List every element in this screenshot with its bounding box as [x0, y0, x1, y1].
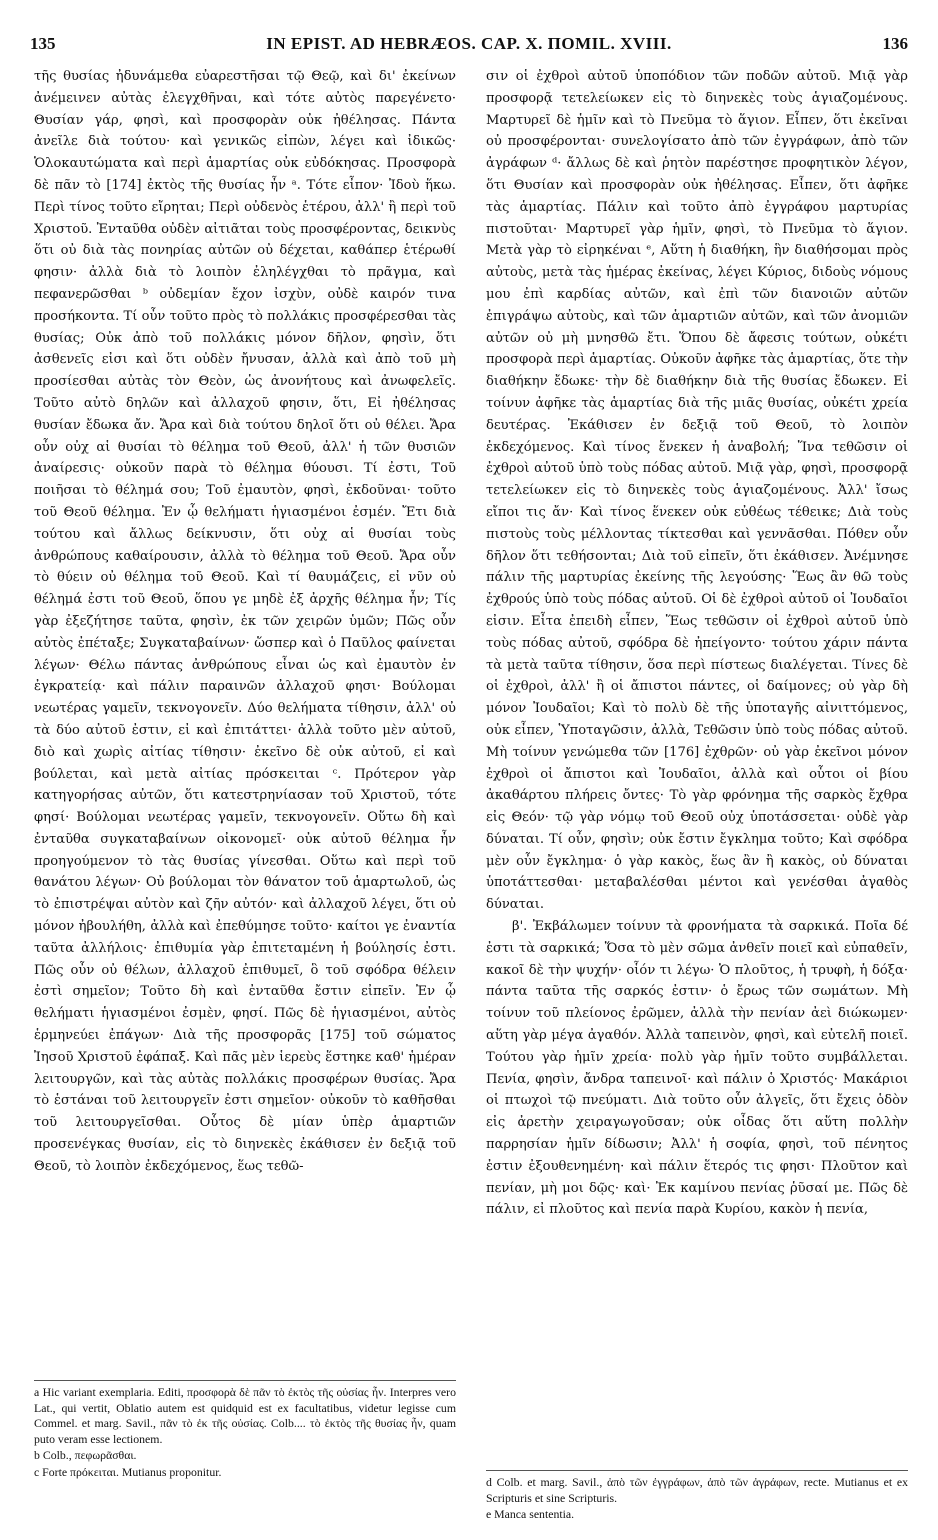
footnote-e: e Manca sententia.: [486, 1507, 575, 1522]
footnotes-right: [486, 1470, 908, 1524]
right-column: [486, 66, 908, 1221]
right-paragraph-section-2: β'. Ἐκβάλωμεν τοίνυν τὰ φρονήματα τὰ σαρκικά. Ποῖα δέ ἐστι τὰ σαρκικά; Ὅσα τὸ μὲν σῶμα ἀνθεῖν ποιεῖ καὶ εὐπαθεῖν, κακοῖ δὲ τὴν ψυχήν· οἷόν τι λέγω· Ὁ πλοῦτος, ἡ τρυφὴ, ἡ δόξα· πάντα ταῦτα τῆς σαρκός ἐστιν· ὁ ἔρως τῶν σωμάτων. Μὴ τοίνυν τοῦ πλείονος ἐρῶμεν, ἀλλὰ τὴν πενίαν ἀεὶ διώκωμεν· αὕτη γὰρ μέγα ἀγαθόν. Ἀλλὰ ταπεινὸν, φησὶ, καὶ εὐτελῆ ποιεῖ. Τούτου γὰρ ἡμῖν χρεία· πολὺ γὰρ ἡμῖν τοῦτο συμβάλλεται. Πενία, φησὶν, ἄνδρα ταπεινοῖ· καὶ πάλιν ὁ Χριστός· Μακάριοι οἱ πτωχοὶ τῷ πνεύματι. Διὰ τοῦτο οὖν ἀλγεῖς, ὅτι ἔχεις ὁδὸν εἰς ἀρετὴν χειραγωγοῦσαν; οὐκ οἶδας ὅτι αὕτη πολλὴν παρρησίαν ἡμῖν δίδωσιν; Ἀλλ' ἡ σοφία, φησὶ, τοῦ πένητος ἐστιν ἐξουθενημένη· καὶ πάλιν ἕτερός τις φησι· Πλοῦτον καὶ πενίαν, μὴ μοι δῷς· καὶ· Ἐκ καμίνου πενίας ῥῦσαί με. Πῶς δὲ πάλιν, εἰ πλοῦτος καὶ πενία παρὰ Κυρίου, κακὸν ἡ πενία,: [486, 919, 908, 1218]
page-number-right: 136: [882, 34, 908, 53]
footnote-c: c Forte πρόκειται. Mutianus proponitur.: [34, 1464, 222, 1479]
page-number-left: 135: [30, 34, 56, 53]
footnote-b: b Colb., πεφωρᾶσθαι.: [34, 1448, 137, 1463]
left-column: [34, 66, 456, 1178]
footnote-d: d Colb. et marg. Savil., ἀπὸ τῶν ἐγγράφων, ἀπὸ τῶν ἀγράφων, recte. Mutianus et ex Scripturis et sine Scripturis.: [486, 1475, 908, 1505]
left-paragraph: τῆς θυσίας ἠδυνάμεθα εὐαρεστῆσαι τῷ Θεῷ, καὶ δι' ἐκείνων ἀνέμεινεν αὐτὰς ἐλεγχθῆναι, καὶ τότε αὐτὸς παρεγένετο· Θυσίαν γάρ, φησὶ, καὶ προσφορὰν οὐκ ἠθέλησας. Πάντα ἀνεῖλε διὰ τούτου· καὶ γενικῶς εἰπὼν, λέγει καὶ ἰδικῶς· Ὁλοκαυτώματα καὶ περὶ ἁμαρτίας οὐκ εὐδόκησας. Προσφορὰ δὲ πᾶν τὸ [174] ἐκτὸς τῆς θυσίας ἦν ᵃ. Τότε εἶπον· Ἰδοὺ ἥκω. Περὶ τίνος τοῦτο εἴρηται; Περὶ οὐδενὸς ἑτέρου, ἀλλ' ἢ περὶ τοῦ Χριστοῦ. Ἐνταῦθα οὐδὲν αἰτιᾶται τοὺς προσφέροντας, δεικνὺς ὅτι οὐ διὰ τὰς πονηρίας αὐτῶν οὐ δέχεται, καθάπερ ἑτέρωθί φησιν· ἀλλὰ διὰ τὸ λοιπὸν ἐληλέγχθαι τὸ πρᾶγμα, καὶ πεφανερῶσθαι ᵇ οὐδεμίαν ἔχον ἰσχὺν, οὐδὲ καιρόν τινα προσήκοντα. Τί οὖν τοῦτο πρὸς τὸ πολλάκις προσφέρεσθαι τὰς θυσίας; Οὐκ ἀπὸ τοῦ πολλάκις μόνον δῆλον, φησὶν, ὅτι ἀσθενεῖς εἰσι καὶ ὅτι οὐδὲν ἤνυσαν, ἀλλὰ καὶ ἀπὸ τοῦ μὴ προσίεσθαι αὐτὰς τὸν Θεὸν, ὡς ἀνονήτους καὶ ἀνωφελεῖς. Τοῦτο αὐτὸ δηλῶν καὶ ἀλλαχοῦ φησιν, ὅτι, Εἰ ἠθέλησας θυσίαν ἔδωκα ἄν. Ἄρα καὶ διὰ τούτου δηλοῖ ὅτι οὐ θέλει. Ἄρα οὖν οὐχ αἱ θυσίαι τὸ θέλημα τοῦ Θεοῦ, ἀλλ' ἡ τῶν θυσιῶν ἀναίρεσις· οὐκοῦν παρὰ τὸ θέλημα θύουσι. Τί ἐστι, Τοῦ ποιῆσαι τὸ θέλημά σου; Τοῦ ἐμαυτὸν, φησὶ, ἐκδοῦναι· τοῦτο τοῦ Θεοῦ θέλημα. Ἐν ᾧ θελήματι ἡγιασμένοι ἐσμέν. Ἔτι διὰ τούτου καὶ ἄλλως δείκνυσιν, ὅτι οὐχ αἱ θυσίαι τοὺς ἀνθρώπους καθαίρουσιν, ἀλλὰ τὸ θέλημα τοῦ Θεοῦ. Ἄρα οὖν τὸ θύειν οὐ θέλημα τοῦ Θεοῦ. Καὶ τί θαυμάζεις, εἰ νῦν οὐ θέλημά ἐστι τοῦ Θεοῦ, ὅπου γε μηδὲ ἐξ ἀρχῆς θέλημα ἦν; Τίς γὰρ ἐξεζήτησε ταῦτα, φησὶν, ἐκ τῶν χειρῶν ὑμῶν; Πῶς οὖν αὐτὸς ἐπέταξε; Συγκαταβαίνων· ὥσπερ καὶ ὁ Παῦλος φαίνεται λέγων· Θέλω πάντας ἀνθρώπους εἶναι ὡς καὶ ἐμαυτὸν ἐν ἐγκρατείᾳ· καὶ πάλιν παραινῶν ἀλλαχοῦ φησι· Βούλομαι νεωτέρας γαμεῖν, τεκνογονεῖν. Δύο θελήματα τίθησιν, ἀλλ' οὐ τὰ δύο αὐτοῦ ἐστιν, εἰ καὶ ἐπιτάττει· ἀλλὰ τοῦτο μὲν αὐτοῦ, διὸ καὶ χωρὶς αἰτίας τίθησιν· ἐκεῖνο δὲ οὐκ αὐτοῦ, εἰ καὶ βούλεται, καὶ μετὰ αἰτίας πρόσκειται ᶜ. Πρότερον γὰρ κατηγορήσας αὐτῶν, ὅτι κατεστρηνίασαν τοῦ Χριστοῦ, τότε φησί· Βούλομαι νεωτέρας γαμεῖν, τεκνογονεῖν. Οὕτω δὴ καὶ ἐνταῦθα συγκαταβαίνων οἰκονομεῖ· οὐκ αὐτοῦ θέλημα ἦν προηγούμενον τὸ τὰς θυσίας γίνεσθαι. Οὕτω καὶ περὶ τοῦ θανάτου λέγων· Οὐ βούλομαι τὸν θάνατον τοῦ ἁμαρτωλοῦ, ὡς τὸ ἐπιστρέψαι αὐτὸν καὶ ζῆν αὐτόν· καὶ ἀλλαχοῦ λέγει, ὅτι οὐ μόνον ἠβουλήθη, ἀλλὰ καὶ ἐπεθύμησε τοῦτο· καίτοι γε ἐναντία ταῦτα ἀλλήλοις· ἐπιθυμία γὰρ ἐπιτεταμένη ἡ βούλησίς ἐστι. Πῶς οὖν οὐ θέλων, ἀλλαχοῦ ἐπιθυμεῖ, ὃ τοῦ σφόδρα θέλειν ἐστὶ σημεῖον; Τοῦτο δὴ καὶ ἐνταῦθα ἔστιν εἰπεῖν. Ἐν ᾧ θελήματι ἡγιασμένοι ἐσμὲν, φησί. Πῶς δὲ ἡγιασμένοι, αὐτὸς ἑρμηνεύει ἐπάγων· Διὰ τῆς προσφορᾶς [175] τοῦ σώματος Ἰησοῦ Χριστοῦ ἐφάπαξ. Καὶ πᾶς μὲν ἱερεὺς ἕστηκε καθ' ἡμέραν λειτουργῶν, καὶ τὰς αὐτὰς πολλάκις προσφέρων θυσίας. Ἄρα τὸ ἑστάναι τοῦ λειτουργεῖν ἐστι σημεῖον· οὐκοῦν τὸ καθῆσθαι τοῦ λειτουργεῖσθαι. Οὗτος δὲ μίαν ὑπὲρ ἁμαρτιῶν προσενέγκας θυσίαν, εἰς τὸ διηνεκὲς ἐκάθισεν ἐν δεξιᾷ τοῦ Θεοῦ, τὸ λοιπὸν ἐκδεχόμενος, ἕως τεθῶ-: [34, 69, 456, 1174]
running-title: IN EPIST. AD HEBRÆOS. CAP. X. ΠΟΜΙL. XVIII.: [266, 34, 672, 53]
footnote-a: a Hic variant exemplaria. Editi, προσφορὰ δὲ πᾶν τὸ ἐκτὸς τῆς οὐσίας ἦν. Interpres vero Lat., qui vertit, Oblatio autem est quidquid est ex facultatibus, videtur legisse cum Commel. et marg. Savil., πᾶν τὸ ἐκ τῆς οὐσίας. Colb.... τὸ ἐκτὸς τῆς θυσίας ἦν, quam puto veram esse lectionem.: [34, 1385, 456, 1446]
right-paragraph: σιν οἱ ἐχθροὶ αὐτοῦ ὑποπόδιον τῶν ποδῶν αὐτοῦ. Μιᾷ γὰρ προσφορᾷ τετελείωκεν εἰς τὸ διηνεκὲς τοὺς ἁγιαζομένους. Μαρτυρεῖ δὲ ἡμῖν καὶ τὸ Πνεῦμα τὸ ἅγιον. Εἶπεν, ὅτι ἐκεῖναι οὐ προσφέρονται· συνελογίσατο ἀπὸ τῶν ἐγγράφων, ἀπὸ τῶν ἀγράφων ᵈ· ἄλλως δὲ καὶ ῥητὸν παρέστησε προφητικὸν λέγον, ὅτι Θυσίαν καὶ προσφορὰν οὐκ ἠθέλησας. Εἶπεν, ὅτι ἀφῆκε τὰς ἁμαρτίας. Πάλιν καὶ τοῦτο ἀπὸ ἐγγράφου μαρτυρίας πιστοῦται· Μαρτυρεῖ γὰρ ἡμῖν, φησὶ, τὸ Πνεῦμα τὸ ἅγιον. Μετὰ γὰρ τὸ εἰρηκέναι ᵉ, Αὕτη ἡ διαθήκη, ἣν διαθήσομαι πρὸς αὐτοὺς, μετὰ τὰς ἡμέρας ἐκείνας, λέγει Κύριος, διδοὺς νόμους μου ἐπὶ καρδίας αὐτῶν, καὶ ἐπὶ τῶν διανοιῶν αὐτῶν ἐπιγράψω αὐτοὺς, καὶ τῶν ἁμαρτιῶν αὐτῶν, καὶ τῶν ἀνομιῶν αὐτῶν οὐ μὴ μνησθῶ ἔτι. Ὅπου δὲ ἄφεσις τούτων, οὐκέτι προσφορὰ περὶ ἁμαρτίας. Οὐκοῦν ἀφῆκε τὰς ἁμαρτίας, ὅτε τὴν διαθήκην ἔδωκε· τὴν δὲ διαθήκην διὰ τῆς θυσίας ἔδωκεν. Εἰ τοίνυν ἀφῆκε τὰς ἁμαρτίας διὰ τῆς μιᾶς θυσίας, οὐκέτι χρεία δευτέρας. Ἐκάθισεν ἐν δεξιᾷ τοῦ Θεοῦ, τὸ λοιπὸν ἐκδεχόμενος. Καὶ τίνος ἕνεκεν ἡ ἀναβολή; Ἵνα τεθῶσιν οἱ ἐχθροὶ αὐτοῦ ὑπὸ τοὺς πόδας αὐτοῦ. Μιᾷ γὰρ, φησὶ, προσφορᾷ τετελείωκεν εἰς τὸ διηνεκὲς τοὺς ἁγιαζομένους. Ἀλλ' ἴσως εἴποι τις ἄν· Καὶ τίνος ἕνεκεν οὐκ εὐθέως τέθεικε; Διὰ τοὺς πιστοὺς τοὺς μέλλοντας τίκτεσθαι καὶ γεννᾶσθαι. Πόθεν οὖν δῆλον ὅτι τεθήσονται; Διὰ τοῦ εἰπεῖν, ὅτι ἐκάθισεν. Ἀνέμνησε πάλιν τῆς μαρτυρίας ἐκείνης τῆς λεγούσης· Ἕως ἂν θῶ τοὺς ἐχθρούς ὑπὸ τοὺς πόδας αὐτοῦ. Οἱ δὲ ἐχθροὶ αὐτοῦ οἱ Ἰουδαῖοι εἰσιν. Εἶτα ἐπειδὴ εἶπεν, Ἕως τεθῶσιν οἱ ἐχθροὶ αὐτοῦ ὑπὸ τοὺς πόδας αὐτοῦ, σφόδρα δὲ ἠπείγοντο· τούτου χάριν πάντα τὰ μετὰ ταῦτα τίθησιν, ὅσα περὶ πίστεως διαλέγεται. Τίνες δὲ οἱ ἐχθροὶ, ἀλλ' ἢ οἱ ἄπιστοι πάντες, οἱ δαίμονες; οὐ γὰρ δὴ μόνον Ἰουδαῖοι; Καὶ τὸ πολὺ δὲ τῆς ὑποταγῆς αἰνιττόμενος, οὐκ εἶπεν, Ὑποταγῶσιν, ἀλλὰ, Τεθῶσιν ὑπὸ τοὺς πόδας αὐτοῦ. Μὴ τοίνυν γενώμεθα τῶν [176] ἐχθρῶν· οὐ γὰρ ἐκεῖνοι μόνον ἐχθροὶ οἱ ἄπιστοι καὶ Ἰουδαῖοι, ἀλλὰ καὶ οὗτοι οἱ βίου ἀκαθάρτου πλήρεις ὄντες· Τὸ γὰρ φρόνημα τῆς σαρκὸς ἔχθρα εἰς Θεόν· τῷ γὰρ νόμῳ τοῦ Θεοῦ οὐχ ὑποτάσσεται· οὐδὲ γὰρ δύναται. Τί οὖν, φησὶν; οὐκ ἔστιν ἔγκλημα τοῦτο; Καὶ σφόδρα μὲν οὖν ἔγκλημα· ὁ γὰρ κακὸς, ἕως ἂν ἢ κακὸς, οὐ δύναται ὑποτάττεσθαι· μεταβαλέσθαι μέντοι καὶ γενέσθαι ἀγαθὸς δύναται.: [486, 69, 908, 913]
footnotes-left: [34, 1380, 456, 1482]
page-header: [30, 34, 908, 60]
